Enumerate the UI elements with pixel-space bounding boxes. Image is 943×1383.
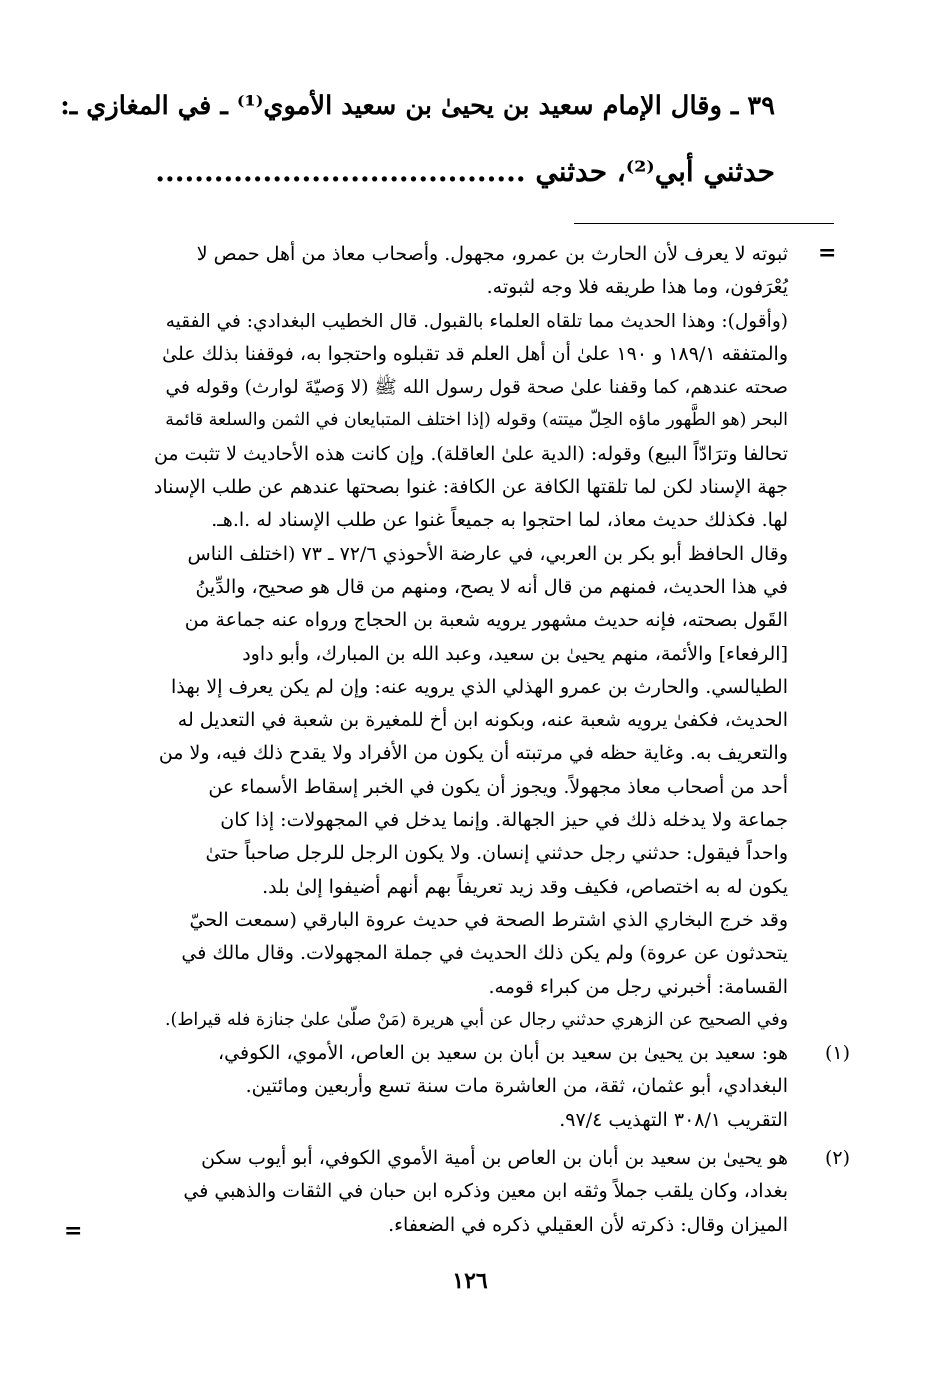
footnote-line: جماعة ولا يدخله ذلك في حيز الجهالة. وإنما يدخل في المجهولات: إذا كان xyxy=(220,809,788,832)
footnote-separator xyxy=(574,223,834,224)
footnote-line: البغدادي، أبو عثمان، ثقة، من العاشرة مات سنة تسع وأربعين ومائتين. xyxy=(245,1075,788,1098)
footnote-line: والمتفقه ١٨٩/١ و ١٩٠ علىٰ أن أهل العلم قد تقبلوه واحتجوا به، فوقفنا بذلك علىٰ xyxy=(162,342,788,365)
footnote-line: والتعريف به. وغاية حظه في مرتبته أن يكون من الأفراد ولا يقدح ذلك فيه، ولا من xyxy=(158,742,788,765)
footnote-paragraph xyxy=(152,305,788,538)
footnote-line: يُعْرَفون، وما هذا طريقه فلا وجه لثبوته. xyxy=(486,276,788,299)
footnote-line: أحد من أصحاب معاذ مجهولاً. ويجوز أن يكون في الخبر إسقاط الأسماء عن xyxy=(208,775,788,798)
footnote-line: جهة الإسناد لكن لما تلقتها الكافة عن الكافة: غنوا بصحتها عندهم عن طلب الإسناد xyxy=(153,476,788,499)
ellipsis-dots: ...................................... xyxy=(155,155,526,188)
footnote-paragraph xyxy=(152,1004,788,1037)
hadith-isnad-line xyxy=(155,152,775,192)
footnote-line: [الرفعاء] والأئمة، منهم يحيىٰ بن سعيد، وعبد الله بن المبارك، وأبو داود xyxy=(242,642,788,665)
footnote-line: البحر (هو الطَّهور ماؤه الحِلّ ميتته) وقوله (إذا اختلف المتبايعان في الثمن والسلعة قائمة xyxy=(165,410,788,431)
footnote-body xyxy=(152,1142,788,1242)
footnote-paragraph xyxy=(152,904,788,1004)
footnote-line: بغداد، وكان يلقب جملاً وثقه ابن معين وذكره ابن حبان في الثقات والذهبي في xyxy=(183,1180,788,1203)
footnote-line: الميزان وقال: ذكرته لأن العقيلي ذكره في الضعفاء. xyxy=(388,1213,788,1236)
continuation-mark-bottom: = xyxy=(64,1218,83,1244)
footnote-1 xyxy=(152,1037,850,1137)
footnote-line: يكون له به اختصاص، فكيف وقد زيد تعريفاً بهم أنهم أضيفوا إلىٰ بلد. xyxy=(262,875,788,898)
footnote-line: التقريب ٣٠٨/١ التهذيب ٩٧/٤. xyxy=(559,1108,788,1131)
footnote-line: لها. فكذلك حديث معاذ، لما احتجوا به جميعاً غنوا عن طلب الإسناد له .ا.هـ. xyxy=(211,509,788,532)
hadith-heading xyxy=(60,86,775,126)
footnote-line: واحداً فيقول: حدثني رجل حدثني إنسان. ولا يكون الرجل للرجل صاحباً حتىٰ xyxy=(205,842,788,865)
footnote-number: (١) xyxy=(824,1042,850,1064)
footnote-line: ثبوته لا يعرف لأن الحارث بن عمرو، مجهول. وأصحاب معاذ من أهل حمص لا xyxy=(196,243,788,265)
footnote-line: الطيالسي. والحارث بن عمرو الهذلي الذي يرويه عنه: وإن لم يكن يعرف إلا بهذا xyxy=(171,675,788,698)
footnote-line: وقد خرج البخاري الذي اشترط الصحة في حديث عروة البارقي (سمعت الحيّ xyxy=(189,908,788,931)
footnote-line: وقال الحافظ أبو بكر بن العربي، في عارضة الأحوذي ٧٢/٦ ـ ٧٣ (اختلف الناس xyxy=(187,542,788,565)
footnote-line: يتحدثون عن عروة) ولم يكن ذلك الحديث في جملة المجهولات. وقال مالك في xyxy=(181,942,788,965)
footnote-line: القسامة: أخبرني رجل من كبراء قومه. xyxy=(488,975,788,998)
footnote-line: الحديث، فكفىٰ يرويه شعبة عنه، وبكونه ابن أخ للمغيرة بن شعبة في التعديل له xyxy=(177,709,788,732)
footnote-continuation xyxy=(152,238,788,1037)
footnote-line: (وأقول): وهذا الحديث مما تلقاه العلماء بالقبول. قال الخطيب البغدادي: في الفقيه xyxy=(165,310,788,332)
footnote-line: هو: سعيد بن يحيىٰ بن سعيد بن أبان بن سعيد بن العاص، الأموي، الكوفي، xyxy=(218,1042,788,1064)
footnote-line: وفي الصحيح عن الزهري حدثني رجال عن أبي هريرة (مَنْ صلّىٰ علىٰ جنازة فله قيراط). xyxy=(165,1009,788,1030)
footnote-line: تحالفا وترَادّاً البيع) وقوله: (الدية علىٰ العاقلة). وإن كانت هذه الأحاديث لا تثبت من xyxy=(153,442,788,465)
footnote-line: القَول بصحته، فإنه حديث مشهور يرويه شعبة بن الحجاج ورواه عنه جماعة من xyxy=(184,609,788,632)
footnote-body xyxy=(152,1037,788,1137)
footnote-number: (٢) xyxy=(824,1147,850,1169)
footnote-line: هو يحيىٰ بن سعيد بن أبان بن العاص بن أمية الأموي الكوفي، أبو أيوب سكن xyxy=(201,1147,788,1169)
footnote-paragraph xyxy=(152,238,788,305)
footnote-line: صحته عندهم، كما وقفنا علىٰ صحة قول رسول الله ﷺ (لا وَصيّةَ لوارث) وقوله في xyxy=(165,377,788,399)
isnad-text: حدثني أبي⁽²⁾، حدثني xyxy=(535,155,775,188)
footnote-line: في هذا الحديث، فمنهم من قال أنه لا يصح، ومنهم من قال هو صحيح، والدِّينُ xyxy=(195,575,788,598)
page-number: ١٢٦ xyxy=(452,1268,488,1294)
hadith-heading-text: ٣٩ ـ وقال الإمام سعيد بن يحيىٰ بن سعيد الأموي⁽¹⁾ ـ في المغازي ـ: xyxy=(60,91,775,121)
footnote-2 xyxy=(152,1142,850,1242)
continuation-mark-top: = xyxy=(818,240,837,266)
footnote-paragraph xyxy=(152,538,788,904)
